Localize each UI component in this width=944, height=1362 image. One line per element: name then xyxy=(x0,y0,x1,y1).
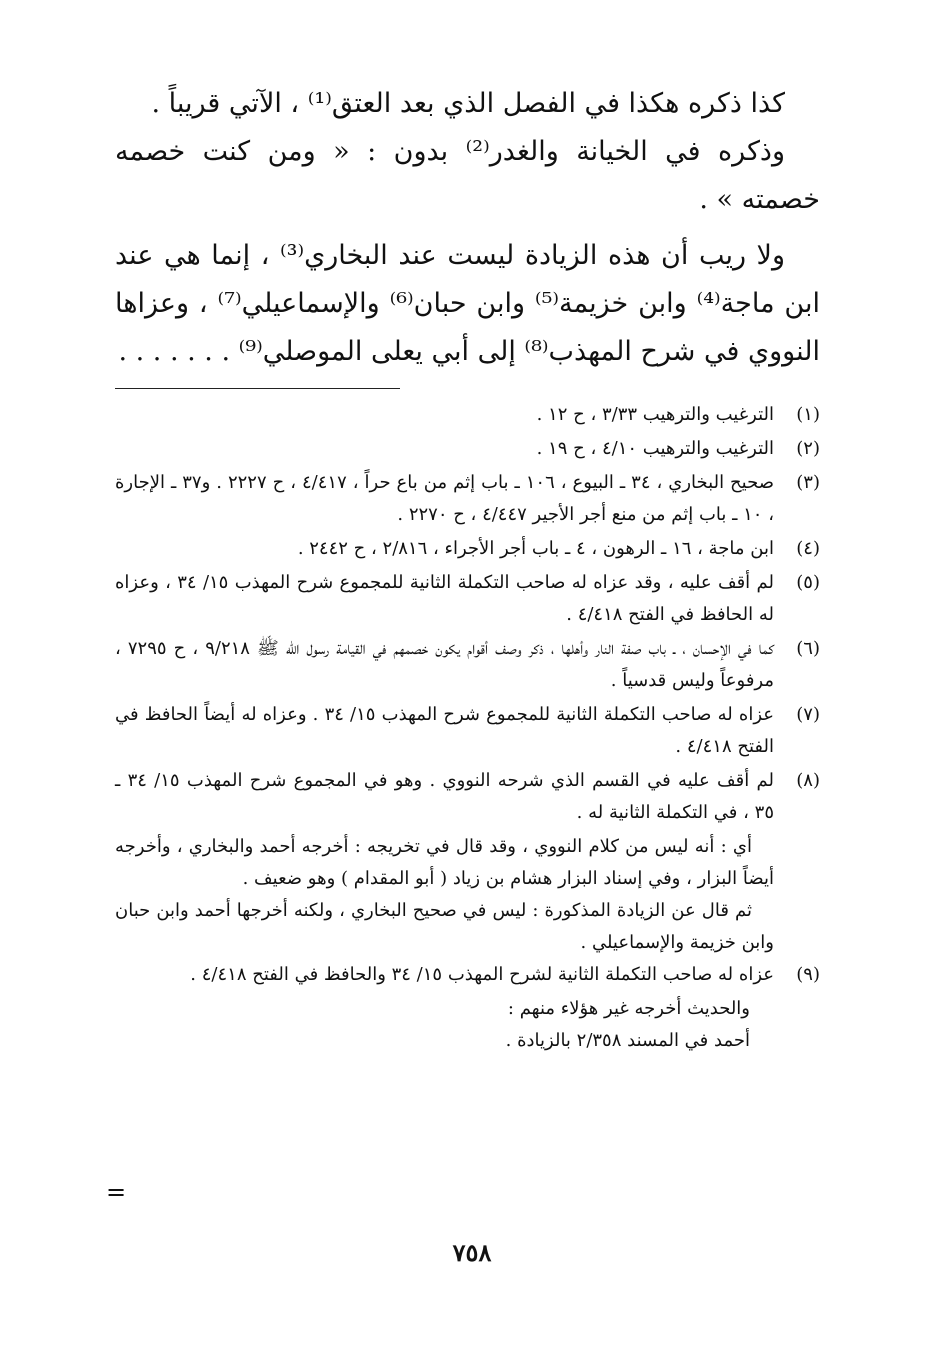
main-paragraph: وذكره في الخيانة والغدر⁽²⁾ بدون : « ومن كنت خصمه خصمته » . xyxy=(115,136,820,215)
footnote-tail xyxy=(115,993,820,1057)
footnote-text: عزاه له صاحب التكملة الثانية لشرح المهذب ١٥/ ٣٤ والحافظ في الفتح ٤/٤١٨ . xyxy=(190,964,774,985)
main-paragraph: ولا ريب أن هذه الزيادة ليست عند البخاري⁽³⁾ ، إنما هي عند ابن ماجة⁽⁴⁾ وابن خزيمة⁽⁵⁾ وابن حبان⁽⁶⁾ والإسماعيلي⁽⁷⁾ ، وعزاها النووي في شرح المهذب⁽⁸⁾ إلى أبي يعلى الموصلي⁽⁹⁾ . . . . . . . xyxy=(115,240,820,367)
page-body xyxy=(115,80,820,1057)
footnote-number: (١) xyxy=(796,404,820,425)
footnote xyxy=(115,959,820,991)
footnote-tail-line: والحديث أخرجه غير هؤلاء منهم : xyxy=(507,998,750,1019)
footnote-number: (٢) xyxy=(796,438,820,459)
footnote-number: (٦) xyxy=(796,638,820,659)
footnote xyxy=(115,699,820,763)
footnote xyxy=(115,467,820,531)
footnote-text: كما في الإحسان ، ـ باب صفة النار وأهلها ، ذكر وصف أقوام يكون خصمهم في القيامة رسول الله ﷺ ٩/٢١٨ ، ح ٧٢٩٥ ، مرفوعاً وليس قدسياً . xyxy=(115,638,775,691)
footnote-number: (٥) xyxy=(796,572,820,593)
footnote-number: (٧) xyxy=(796,704,820,725)
footnotes xyxy=(115,399,820,1057)
footnote-text: عزاه له صاحب التكملة الثانية للمجموع شرح المهذب ١٥/ ٣٤ . وعزاه له أيضاً الحافظ في الفتح ٤/٤١٨ . xyxy=(115,704,774,757)
footnote-text: صحيح البخاري ، ٣٤ ـ البيوع ، ١٠٦ ـ باب إثم من باع حراً ، ٤/٤١٧ ، ح ٢٢٢٧ . و٣٧ ـ الإجارة ، ١٠ ـ باب إثم من منع أجر الأجير ٤/٤٤٧ ، ح ٢٢٧٠ . xyxy=(115,472,775,525)
footnote-paragraph: ثم قال عن الزيادة المذكورة : ليس في صحيح البخاري ، ولكنه أخرجها أحمد وابن حبان وابن خزيمة والإسماعيلي . xyxy=(115,900,774,953)
footnote-number: (٤) xyxy=(796,538,820,559)
footnote-text: ابن ماجة ، ١٦ ـ الرهون ، ٤ ـ باب أجر الأجراء ، ٢/٨١٦ ، ح ٢٤٤٢ . xyxy=(297,538,774,559)
page-number: ٧٥٨ xyxy=(452,1238,492,1267)
footnote-number: (٣) xyxy=(796,472,820,493)
footnote xyxy=(115,633,820,697)
footnote-separator xyxy=(115,388,400,389)
footnote xyxy=(115,765,820,829)
footnote-text: الترغيب والترهيب ٤/١٠ ، ح ١٩ . xyxy=(536,438,774,459)
footnote-text: الترغيب والترهيب ٣/٣٣ ، ح ١٢ . xyxy=(536,404,774,425)
main-paragraph: كذا ذكره هكذا في الفصل الذي بعد العتق⁽¹⁾ ، الآتي قريباً . xyxy=(151,88,785,119)
footnote-tail-line: أحمد في المسند ٢/٣٥٨ بالزيادة . xyxy=(505,1030,750,1051)
continuation-mark: = xyxy=(106,1178,127,1206)
footnote-number: (٨) xyxy=(796,770,820,791)
footnote xyxy=(115,567,820,631)
footnote-continuation xyxy=(115,831,820,959)
footnote xyxy=(115,533,820,565)
footnote-number: (٩) xyxy=(796,964,820,985)
footnote-text: لم أقف عليه في القسم الذي شرحه النووي . وهو في المجموع شرح المهذب ١٥/ ٣٤ ـ ٣٥ ، في التكملة الثانية له . xyxy=(115,770,774,823)
footnote xyxy=(115,433,820,465)
main-text xyxy=(115,80,820,376)
footnote xyxy=(115,399,820,431)
footnote-text: لم أقف عليه ، وقد عزاه له صاحب التكملة الثانية للمجموع شرح المهذب ١٥/ ٣٤ ، وعزاه له الحافظ في الفتح ٤/٤١٨ . xyxy=(115,572,774,625)
footnote-paragraph: أي : أنه ليس من كلام النووي ، وقد قال في تخريجه : أخرجه أحمد والبخاري ، وأخرجه أيضاً البزار ، وفي إسناد البزار هشام بن زياد ( أبو المقدام ) وهو ضعيف . xyxy=(115,836,774,889)
